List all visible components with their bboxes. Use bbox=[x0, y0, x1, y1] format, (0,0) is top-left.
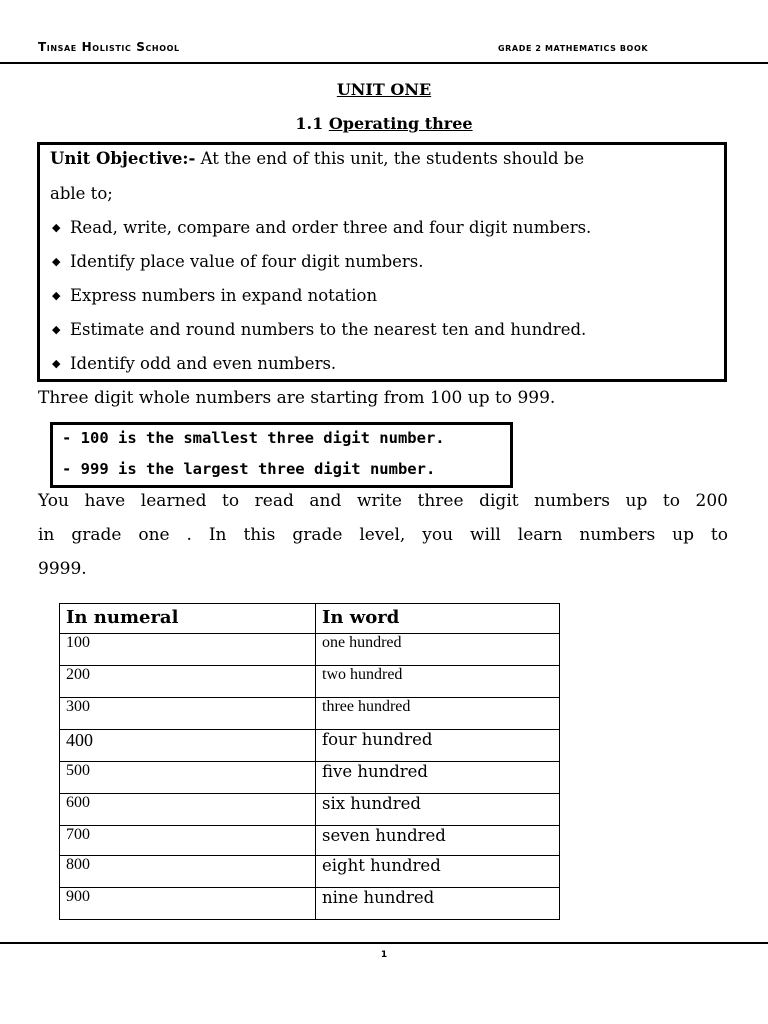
word-cell: six hundred bbox=[316, 794, 560, 826]
column-header-word: In word bbox=[316, 604, 560, 634]
word-cell: three hundred bbox=[316, 698, 560, 730]
table-row bbox=[60, 888, 560, 920]
section-name: Operating three bbox=[328, 114, 473, 133]
numeral-word-table bbox=[59, 603, 560, 920]
table-header-row bbox=[60, 604, 560, 634]
objective-bullet: ◆ Express numbers in expand notation bbox=[52, 286, 378, 305]
diamond-bullet-icon: ◆ bbox=[52, 357, 61, 370]
numeral-cell: 800 bbox=[60, 856, 316, 888]
intro-sentence: Three digit whole numbers are starting from 100 up to 999. bbox=[38, 388, 556, 408]
word-cell: two hundred bbox=[316, 666, 560, 698]
header-rule bbox=[0, 62, 768, 64]
unit-title: UNIT ONE bbox=[336, 80, 432, 99]
diamond-bullet-icon: ◆ bbox=[52, 323, 61, 336]
numeral-cell: 400 bbox=[60, 730, 316, 762]
header-book-title: GRADE 2 MATHEMATICS BOOK bbox=[498, 44, 649, 53]
word-cell: four hundred bbox=[316, 730, 560, 762]
section-title bbox=[0, 114, 768, 133]
table-row bbox=[60, 730, 560, 762]
numeral-cell: 200 bbox=[60, 666, 316, 698]
numeral-cell: 500 bbox=[60, 762, 316, 794]
word-cell: nine hundred bbox=[316, 888, 560, 920]
word-cell: seven hundred bbox=[316, 826, 560, 856]
objective-bullet: ◆ Identify place value of four digit numbers. bbox=[52, 252, 424, 271]
numeral-cell: 700 bbox=[60, 826, 316, 856]
objective-label: Unit Objective:- bbox=[50, 149, 196, 168]
table-row bbox=[60, 634, 560, 666]
table-row bbox=[60, 698, 560, 730]
numeral-cell: 600 bbox=[60, 794, 316, 826]
word-cell: eight hundred bbox=[316, 856, 560, 888]
table-row bbox=[60, 826, 560, 856]
paragraph-line-1: You have learned to read and write three digit numbers up to 200 bbox=[38, 491, 728, 511]
numeral-cell: 100 bbox=[60, 634, 316, 666]
objective-intro-text: At the end of this unit, the students should be bbox=[200, 149, 585, 168]
diamond-bullet-icon: ◆ bbox=[52, 289, 61, 302]
objective-intro-line2: able to; bbox=[50, 184, 113, 203]
paragraph-line-2: in grade one . In this grade level, you will learn numbers up to bbox=[38, 525, 728, 545]
objective-box bbox=[37, 142, 727, 382]
note-largest: - 999 is the largest three digit number. bbox=[62, 460, 436, 478]
diamond-bullet-icon: ◆ bbox=[52, 221, 61, 234]
objective-bullet: ◆ Estimate and round numbers to the nearest ten and hundred. bbox=[52, 320, 587, 339]
table-row bbox=[60, 794, 560, 826]
objective-bullet: ◆ Identify odd and even numbers. bbox=[52, 354, 337, 373]
paragraph-line-3: 9999. bbox=[38, 559, 87, 579]
diamond-bullet-icon: ◆ bbox=[52, 255, 61, 268]
column-header-numeral: In numeral bbox=[60, 604, 316, 634]
table-row bbox=[60, 666, 560, 698]
objective-intro bbox=[50, 149, 584, 168]
header-school-name: Tinsae Holistic School bbox=[38, 40, 180, 54]
table-row bbox=[60, 762, 560, 794]
footer-rule bbox=[0, 942, 768, 944]
section-number: 1.1 bbox=[295, 114, 324, 133]
numeral-cell: 300 bbox=[60, 698, 316, 730]
note-box bbox=[50, 422, 513, 488]
numeral-cell: 900 bbox=[60, 888, 316, 920]
note-smallest: - 100 is the smallest three digit number. bbox=[62, 429, 445, 447]
word-cell: five hundred bbox=[316, 762, 560, 794]
word-cell: one hundred bbox=[316, 634, 560, 666]
table-row bbox=[60, 856, 560, 888]
page-number: 1 bbox=[380, 950, 388, 960]
objective-bullet: ◆ Read, write, compare and order three and four digit numbers. bbox=[52, 218, 592, 237]
